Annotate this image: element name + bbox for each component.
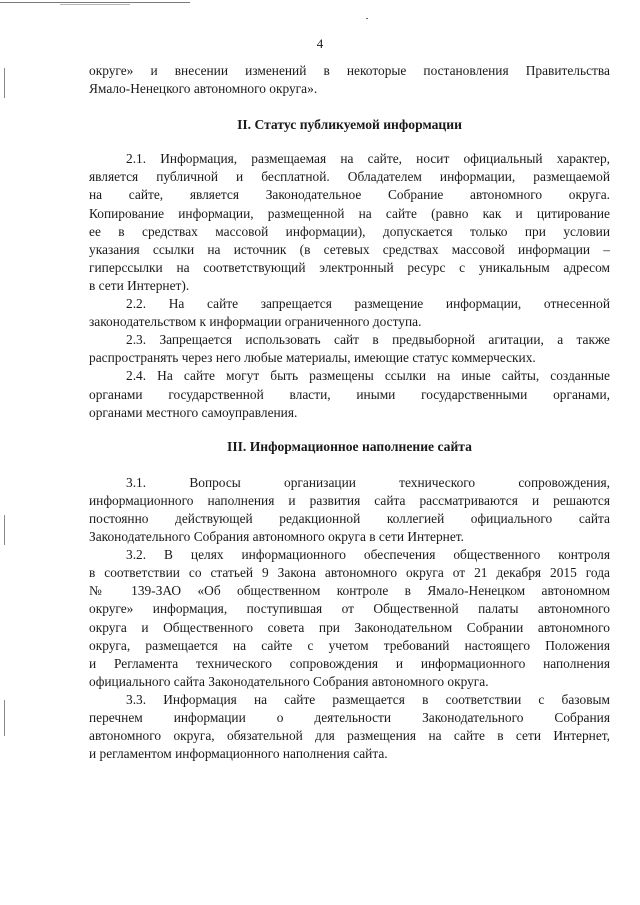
text-line: является публичной и бесплатной. Обладателем информации, размещаемой — [89, 169, 610, 185]
text-line: указания ссылки на источник (в сетевых средствах массовой информации – — [89, 241, 610, 257]
text-line: 2.2. На сайте запрещается размещение информации, отнесенной — [126, 296, 610, 312]
text-line: 3.3. Информация на сайте размещается в соответствии с базовым — [126, 691, 610, 707]
section-heading: II. Статус публикуемой информации — [237, 117, 462, 133]
text-line: № 139-ЗАО «Об общественном контроле в Ямало-Ненецком автономном — [89, 583, 610, 599]
text-line: органами государственной власти, иными государственными органами, — [89, 386, 610, 402]
margin-mark — [4, 515, 5, 545]
scan-speck — [366, 18, 368, 19]
text-line: 3.2. В целях информационного обеспечения общественного контроля — [126, 547, 610, 563]
paragraph-2-4 — [89, 367, 610, 421]
text-line: и регламентом информационного наполнения сайта. — [89, 746, 388, 762]
text-line: округа, размещается на сайте с учетом требований настоящего Положения — [89, 637, 610, 653]
scan-edge-line — [60, 4, 130, 5]
margin-mark — [4, 68, 5, 98]
text-line: 3.1. Вопросы организации технического сопровождения, — [126, 474, 610, 490]
paragraph-2-2 — [89, 295, 610, 331]
text-line: органами местного самоуправления. — [89, 404, 298, 420]
document-body — [89, 62, 610, 763]
text-line: гиперссылки на соответствующий электронный ресурс с уникальным адресом — [89, 259, 610, 275]
text-line: округе» и внесении изменений в некоторые постановления Правительства — [89, 63, 610, 78]
text-line: ее в средствах массовой информации), допускается только при условии — [89, 223, 610, 239]
paragraph-2-3 — [89, 331, 610, 367]
paragraph-3-2 — [89, 546, 610, 691]
paragraph-3-1 — [89, 474, 610, 546]
text-line: в сети Интернет). — [89, 277, 190, 293]
margin-mark — [4, 700, 5, 736]
text-line: и Регламента технического сопровождения и информационного наполнения — [89, 655, 610, 671]
section-heading: III. Информационное наполнение сайта — [227, 438, 472, 454]
intro-paragraph — [89, 62, 610, 98]
text-line: Законодательного Собрания автономного округа в сети Интернет. — [89, 529, 464, 545]
text-line: информационного наполнения и развития сайта рассматриваются и решаются — [89, 492, 610, 508]
text-line: законодательством к информации ограниченного доступа. — [89, 314, 422, 330]
text-line: автономного округа, обязательной для размещения на сайте в сети Интернет, — [89, 728, 610, 744]
text-line: распространять через него любые материалы, имеющие статус коммерческих. — [89, 350, 536, 366]
text-line: в соответствии со статьей 9 Закона автономного округа от 21 декабря 2015 года — [89, 565, 610, 581]
text-line: постоянно действующей редакционной коллегией официального сайта — [89, 510, 610, 526]
text-line: на сайте, является Законодательное Собрание автономного округа. — [89, 187, 610, 203]
scan-edge-line — [0, 2, 190, 3]
text-line: перечнем информации о деятельности Законодательного Собрания — [89, 710, 610, 725]
text-line: Ямало-Ненецкого автономного округа». — [89, 81, 318, 97]
text-line: округе» информация, поступившая от Общественной палаты автономного — [89, 601, 610, 617]
text-line: официального сайта Законодательного Собрания автономного округа. — [89, 673, 489, 689]
text-line: 2.3. Запрещается использовать сайт в предвыборной агитации, а также — [126, 332, 610, 348]
text-line: Копирование информации, размещенной на сайте (равно как и цитирование — [89, 205, 610, 221]
text-line: округа и Общественного совета при Законодательном Собрании автономного — [89, 619, 610, 635]
page-number: 4 — [316, 36, 324, 51]
text-line: 2.1. Информация, размещаемая на сайте, носит официальный характер, — [126, 151, 610, 167]
paragraph-2-1 — [89, 150, 610, 295]
text-line: 2.4. На сайте могут быть размещены ссылки на иные сайты, созданные — [126, 368, 610, 384]
paragraph-3-3 — [89, 691, 610, 763]
